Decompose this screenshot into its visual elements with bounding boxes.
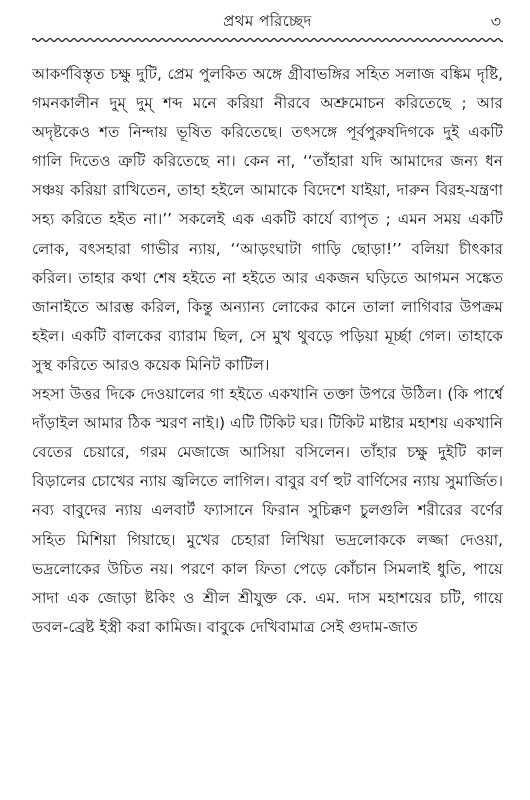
- decorative-wavy-rule: [32, 36, 503, 44]
- page-number: ৩: [490, 12, 501, 31]
- chapter-title: প্রথম পরিচ্ছেদ: [223, 12, 312, 30]
- paragraph-2: সহসা উত্তর দিকে দেওয়ালের গা হইতে একখানি তক্তা উপরে উঠিল। (কি পার্শ্বে দাঁড়াইল আমার ঠিক স্মরণ নাই।) এটি টিকিট ঘর। টিকিট মাষ্টার মহাশয় একখানি বেতের চেয়ারে, গরম মেজাজে আসিয়া বসিলেন। তাঁহার চক্ষু দুইটি কাল বিড়ালের চোখের ন্যায় জ্বলিতে লাগিল। বাবুর বর্ণ হুট বার্ণিসের ন্যায় সুমার্জিত। নব্য বাবুদের ন্যায় এলবার্ট ফ্যাসানে ফিরান সুচিক্কণ চুলগুলি শরীরের বর্ণের সহিত মিশিয়া গিয়াছে। মুখের চেহারা লিখিয়া ভদ্রলোককে লজ্জা দেওয়া, ভদ্রলোকের উচিত নয়। পরণে কাল ফিতা পেড়ে কোঁচান সিমলাই ধুতি, পায়ে সাদা এক জোড়া ষ্টকিং ও শ্রীল শ্রীযুক্ত কে. এম. দাস মহাশয়ের চটি, গায়ে ডবল-ব্রেষ্ট ইস্ত্রী করা কামিজ। বাবুকে দেখিবামাত্র সেই গুদাম-জাত: [32, 385, 503, 636]
- paragraph-1: আকর্ণবিস্তৃত চক্ষু দুটি, প্রেম পুলকিত অঙ্গে গ্রীবাভঙ্গির সহিত সলাজ বঙ্কিম দৃষ্টি, গমনকালীন দুম্ দুম্ শব্দ মনে করিয়া নীরবে অশ্রুমোচন করিতেছে ; আর অদৃষ্টকেও শত নিন্দায় ভূষিত করিতেছে। তৎসঙ্গে পূর্বপুরুষদিগকে দুই একটি গালি দিতেও ত্রুটি করিতেছে না। কেন না, ‘‘তাঁহারা যদি আমাদের জন্য ধন সঞ্চয় করিয়া রাখিতেন, তাহা হইলে আমাকে বিদেশে যাইয়া, দারুন বিরহ-যন্ত্রণা সহ্য করিতে হইত না।’’ সকলেই এক একটি কার্যে ব্যাপৃত ; এমন সময় একটি লোক, বৎসহারা গাভীর ন্যায়, ‘‘আড়ংঘাটা গাড়ি ছোড়া!’’ বলিয়া চীৎকার করিল। তাহার কথা শেষ হইতে না হইতে আর একজন ঘড়িতে আগমন সঙ্কেত জানাইতে আরম্ভ করিল, কিন্তু অন্যান্য লোকের কানে তালা লাগিবার উপক্রম হইল। একটি বালকের ব্যারাম ছিল, সে মুখ থুবড়ে পড়িয়া মূর্চ্ছা গেল। তাহাকে সুস্থ করিতে আরও কয়েক মিনিট কাটিল।: [32, 65, 503, 374]
- page-header: [32, 0, 503, 44]
- page-body: [32, 60, 503, 642]
